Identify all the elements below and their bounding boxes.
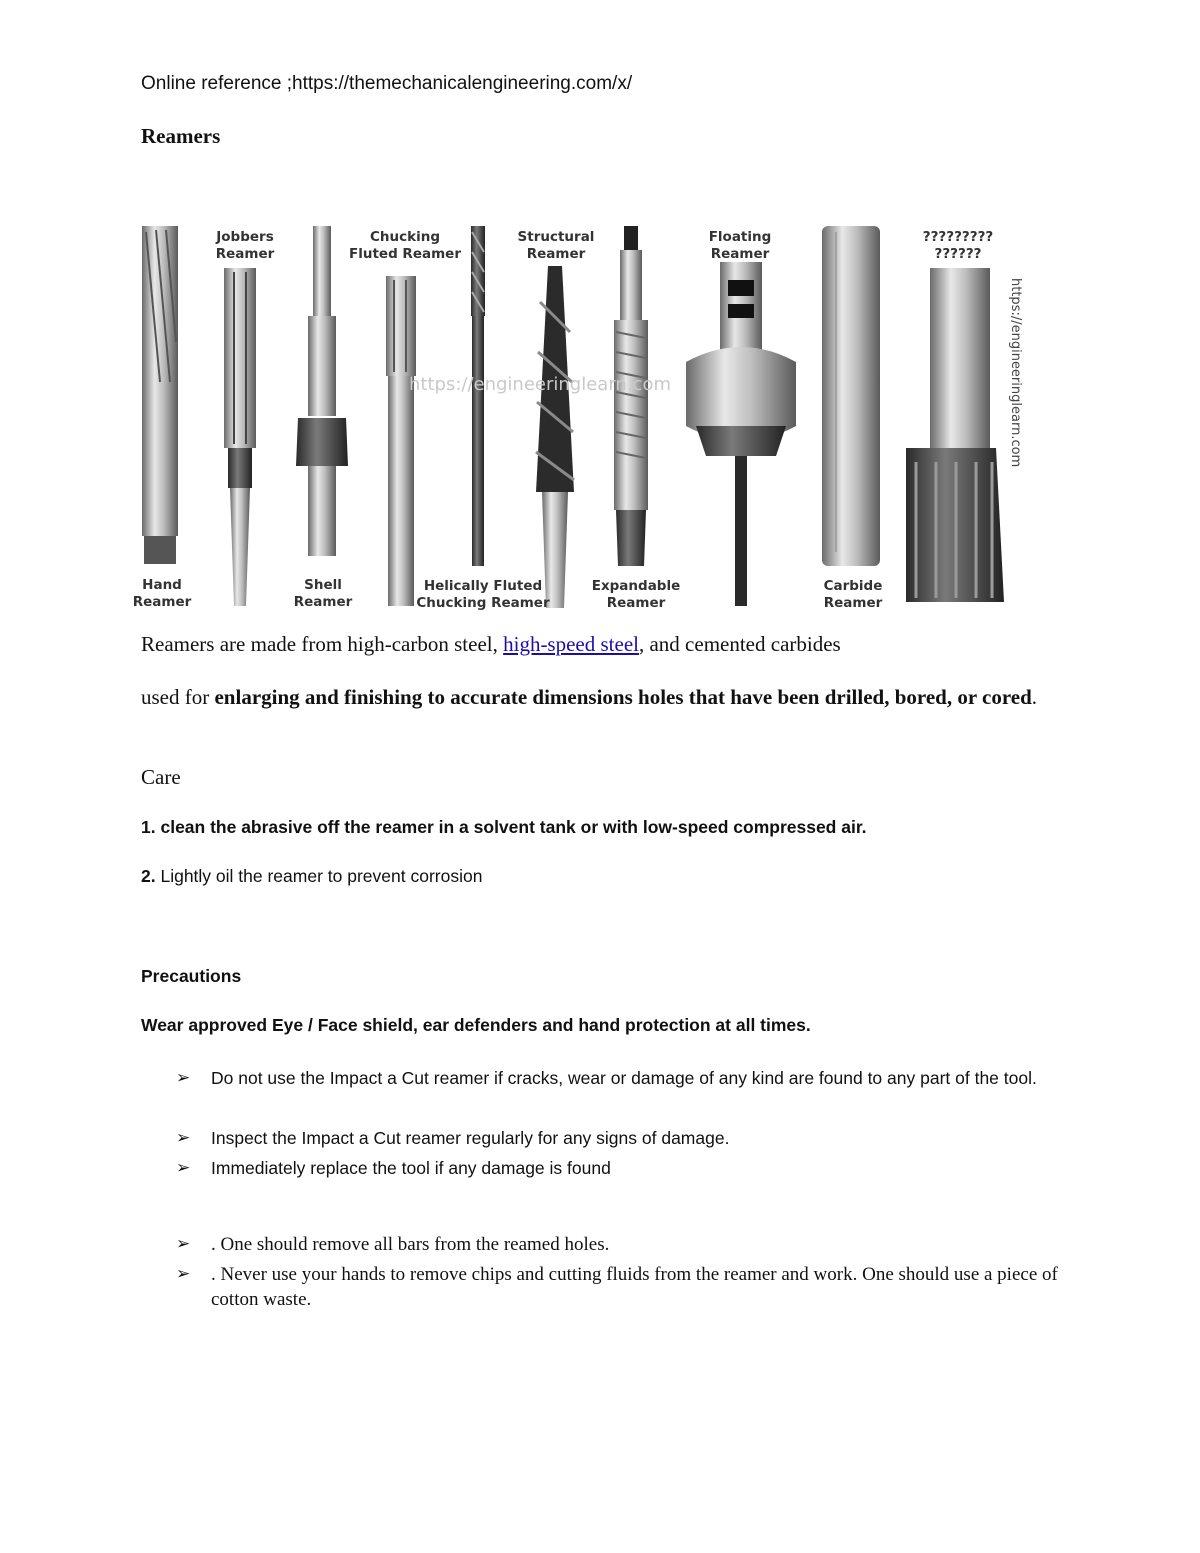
usage-bold: enlarging and finishing to accurate dimensions holes that have been drilled, bored, or cored <box>214 685 1032 709</box>
label-shell-2: Reamer <box>293 594 353 610</box>
label-carbide-1: Carbide <box>823 578 883 594</box>
label-expandable-2: Reamer <box>606 595 666 611</box>
online-reference: Online reference ;https://themechanicalengineering.com/x/ <box>141 73 633 94</box>
reamer-types-figure <box>130 222 1040 614</box>
label-expandable-1: Expandable <box>591 578 681 594</box>
label-helical-2: Chucking Reamer <box>416 595 550 611</box>
carbide-reamer-image <box>822 226 880 566</box>
structural-reamer-image <box>536 266 574 608</box>
high-speed-steel-link[interactable]: high-speed steel <box>503 632 639 656</box>
center-watermark: https://engineeringlearn.com <box>409 374 671 395</box>
bullet-arrow-icon: ➢ <box>176 1264 191 1283</box>
shell-reamer-image <box>296 226 348 556</box>
care-item-2-text: Lightly oil the reamer to prevent corrosion <box>155 866 483 886</box>
label-unknown-1: ????????? <box>922 229 994 245</box>
chucking-fluted-reamer-image <box>386 276 416 606</box>
jobbers-reamer-image <box>224 268 256 606</box>
label-structural-2: Reamer <box>526 246 586 262</box>
wear-protection-notice: Wear approved Eye / Face shield, ear defenders and hand protection at all times. <box>141 1015 811 1035</box>
label-helical-1: Helically Fluted <box>423 578 543 594</box>
unknown-reamer-image <box>906 268 1004 602</box>
bullet-arrow-icon: ➢ <box>176 1068 191 1087</box>
floating-reamer-image <box>686 262 796 606</box>
hand-reamer-image <box>142 226 178 564</box>
label-hand-2: Reamer <box>132 594 192 610</box>
precaution-item-1: Do not use the Impact a Cut reamer if cracks, wear or damage of any kind are found to any part of the tool. <box>211 1068 1037 1088</box>
label-floating-2: Reamer <box>710 246 770 262</box>
care-item-1 <box>141 817 867 838</box>
label-shell-1: Shell <box>304 577 342 593</box>
precaution-item-2: Inspect the Impact a Cut reamer regularly for any signs of damage. <box>211 1128 730 1148</box>
precaution-item-3: Immediately replace the tool if any damage is found <box>211 1158 611 1178</box>
label-chucking-2: Fluted Reamer <box>349 246 461 262</box>
page-title: Reamers <box>141 124 221 148</box>
materials-prefix: Reamers are made from high-carbon steel, <box>141 632 504 656</box>
care-item-2 <box>141 866 482 887</box>
label-hand-1: Hand <box>142 577 182 593</box>
expandable-reamer-image <box>614 226 648 566</box>
materials-paragraph <box>141 632 841 657</box>
usage-paragraph <box>141 682 1091 713</box>
usage-prefix: used for <box>141 685 215 709</box>
precaution-item-4: . One should remove all bars from the reamed holes. <box>211 1234 610 1255</box>
materials-suffix: , and cemented carbides <box>638 632 841 656</box>
label-jobbers-1: Jobbers <box>216 229 274 245</box>
side-watermark: https://engineeringlearn.com <box>1008 278 1023 468</box>
label-structural-1: Structural <box>517 229 595 245</box>
bullet-arrow-icon: ➢ <box>176 1234 191 1253</box>
bullet-arrow-icon: ➢ <box>176 1128 191 1147</box>
label-floating-1: Floating <box>708 229 772 245</box>
label-unknown-2: ?????? <box>934 246 982 262</box>
precaution-item-5: . Never use your hands to remove chips and cutting fluids from the reamer and work. One should use a piece of cotton waste. <box>211 1264 1058 1310</box>
care-item-2-number: 2. <box>141 866 156 886</box>
care-item-1-number: 1. <box>141 817 156 837</box>
usage-suffix: . <box>1031 685 1038 709</box>
precautions-heading: Precautions <box>141 966 242 986</box>
label-carbide-2: Reamer <box>823 595 883 611</box>
label-chucking-1: Chucking <box>369 229 441 245</box>
bullet-arrow-icon: ➢ <box>176 1158 191 1177</box>
helically-fluted-reamer-image <box>471 226 485 566</box>
care-item-1-text: clean the abrasive off the reamer in a solvent tank or with low-speed compressed air. <box>155 817 867 837</box>
care-heading: Care <box>141 765 181 789</box>
label-jobbers-2: Reamer <box>215 246 275 262</box>
